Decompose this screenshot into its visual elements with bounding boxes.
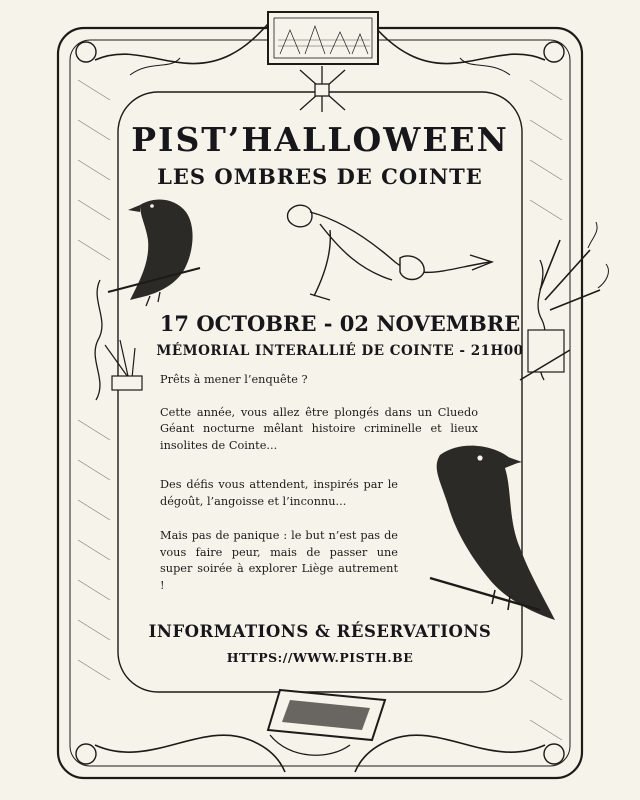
info-heading: INFORMATIONS & RÉSERVATIONS — [148, 622, 492, 641]
event-title: PIST’HALLOWEEN — [131, 120, 509, 159]
paragraph-defis: Des défis vous attendent, inspirés par le dégoût, l’angoisse et l’inconnu... — [160, 478, 398, 508]
paragraph-cluedo: Cette année, vous allez être plongés dans un Cluedo Géant nocturne mêlant histoire criminelle et lieux insolites de Cointe... — [160, 405, 478, 452]
event-venue: MÉMORIAL INTERALLIÉ DE COINTE - 21H00 — [156, 343, 524, 359]
website-link[interactable]: HTTPS://WWW.PISTH.BE — [226, 650, 414, 665]
event-description — [160, 372, 478, 594]
event-subtitle: LES OMBRES DE COINTE — [157, 164, 483, 189]
event-dates: 17 OCTOBRE - 02 NOVEMBRE — [159, 311, 521, 336]
intro-paragraph: Prêts à mener l’enquête ? — [160, 373, 308, 386]
paragraph-panique: Mais pas de panique : le but n’est pas de vous faire peur, mais de passer une super soirée à explorer Liège autrement ! — [160, 529, 398, 592]
